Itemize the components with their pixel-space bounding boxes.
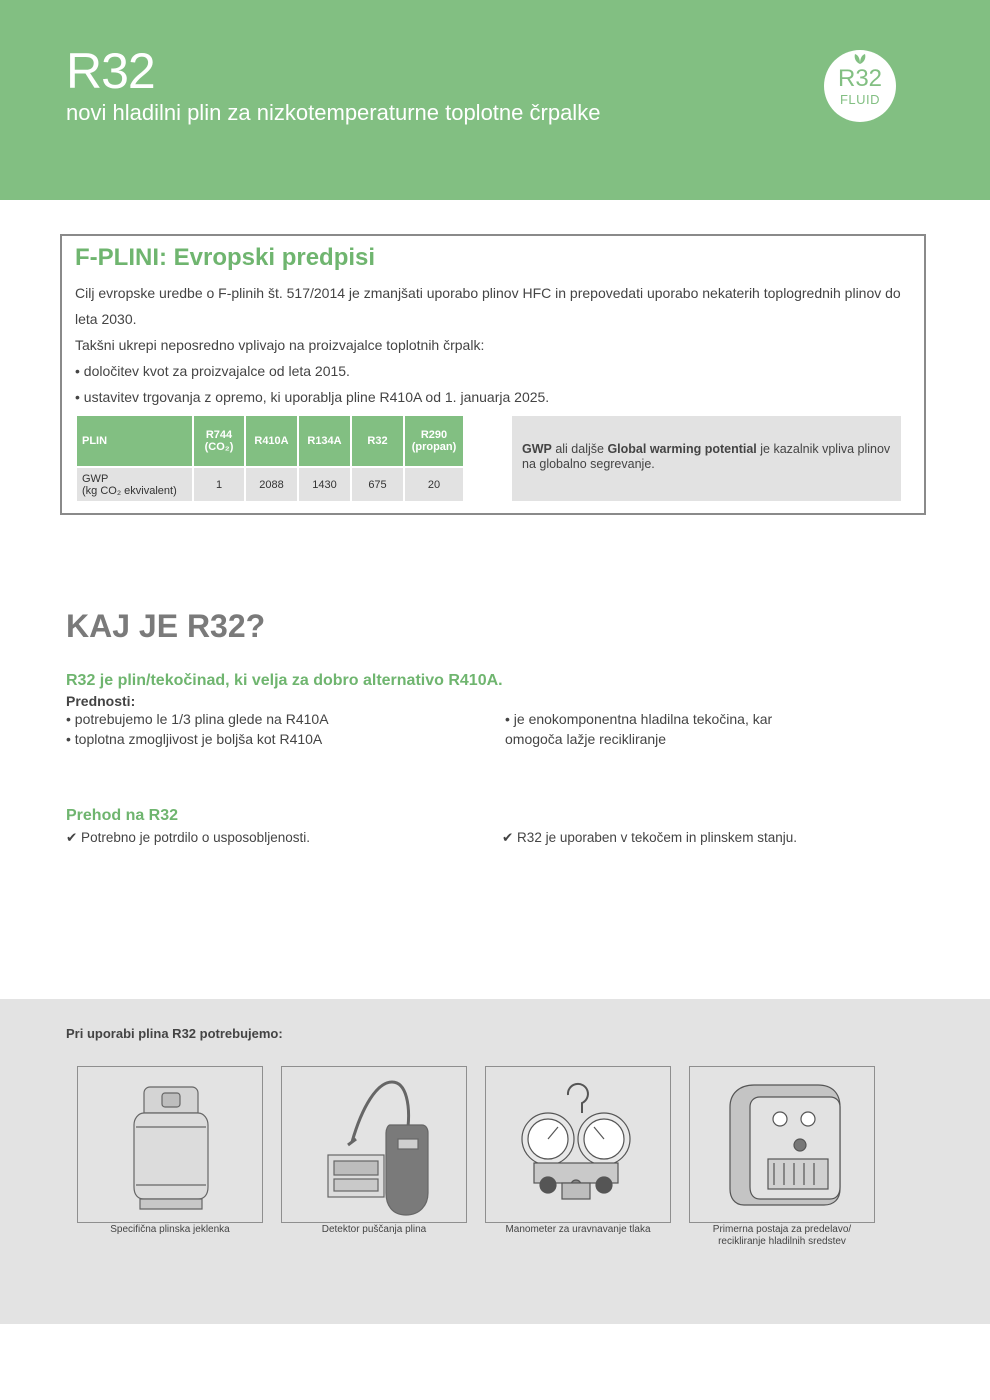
r32-fluid-logo	[824, 50, 896, 122]
gwp-row-label: GWP (kg CO₂ ekvivalent)	[77, 468, 192, 501]
transition-heading: Prehod na R32	[66, 807, 179, 824]
advantages-list-left	[66, 710, 329, 749]
page-title: R32	[66, 43, 155, 99]
advantages-list-right	[505, 710, 772, 749]
transition-item: ✔ Potrebno je potrdilo o usposobljenosti.	[66, 830, 310, 845]
f-gas-regulations-box	[60, 234, 926, 515]
gas-cylinder-icon	[78, 1067, 264, 1224]
r32-alternative-subtitle: R32 je plin/tekočinad, ki velja za dobro alternativo R410A.	[66, 672, 503, 689]
f-gas-paragraph: Cilj evropske uredbe o F-plinih št. 517/2014 je zmanjšati uporabo plinov HFC in prepovedati uporabo nekaterih toplogrednih plinov do leta 2030.	[75, 285, 901, 327]
recovery-station-icon	[690, 1067, 876, 1224]
manifold-gauge-icon	[486, 1067, 672, 1224]
f-gas-bullet: • določitev kvot za proizvajalce od leta 2015.	[75, 363, 350, 379]
gwp-col-r290: R290 (propan)	[405, 416, 463, 468]
tool-card	[281, 1066, 467, 1223]
logo-r32-text: R32	[837, 65, 883, 92]
tools-heading: Pri uporabi plina R32 potrebujemo:	[66, 1026, 283, 1041]
f-gas-line2: Takšni ukrepi neposredno vplivajo na proizvajalce toplotnih črpalk:	[75, 337, 485, 353]
what-is-r32-heading: KAJ JE R32?	[66, 608, 266, 644]
tool-card	[77, 1066, 263, 1223]
list-item: omogoča lažje recikliranje	[505, 730, 667, 747]
gwp-col-r32: R32	[352, 416, 403, 468]
tool-card	[689, 1066, 875, 1223]
list-item: • je enokomponentna hladilna tekočina, kar	[505, 711, 773, 727]
f-gas-text	[75, 280, 920, 410]
gwp-table-corner: PLIN	[77, 416, 192, 468]
header-banner	[0, 0, 990, 200]
list-item: • toplotna zmogljivost je boljša kot R410A	[66, 730, 323, 747]
list-item: • potrebujemo le 1/3 plina glede na R410A	[66, 711, 329, 727]
gwp-table-row	[77, 468, 463, 501]
gwp-definition-note: GWP ali daljše Global warming potential je kazalnik vpliva plinov na globalno segrevanje.	[512, 416, 901, 501]
logo-fluid-text: FLUID	[839, 92, 881, 107]
gwp-table-header-row	[77, 416, 463, 468]
gwp-value: 1	[194, 468, 244, 501]
leak-detector-icon	[282, 1067, 468, 1224]
gwp-value: 1430	[299, 468, 350, 501]
gwp-value: 675	[352, 468, 403, 501]
f-gas-bullet: • ustavitev trgovanja z opremo, ki uporablja pline R410A od 1. januarja 2025.	[75, 389, 550, 405]
gwp-table	[75, 416, 465, 501]
f-gas-heading: F-PLINI: Evropski predpisi	[75, 244, 376, 271]
gwp-col-r744: R744 (CO₂)	[194, 416, 244, 468]
gwp-value: 20	[405, 468, 463, 501]
gwp-col-r410a: R410A	[246, 416, 297, 468]
tool-caption: Manometer za uravnavanje tlaka	[505, 1224, 651, 1235]
gwp-col-r134a: R134A	[299, 416, 350, 468]
tool-caption: Specifična plinska jeklenka	[110, 1224, 230, 1235]
tool-caption: Primerna postaja za predelavo/ recikliranje hladilnih sredstev	[712, 1224, 852, 1247]
leaf-icon	[853, 53, 867, 65]
tool-caption: Detektor puščanja plina	[321, 1224, 427, 1235]
advantages-label: Prednosti:	[66, 693, 136, 709]
tool-card	[485, 1066, 671, 1223]
gwp-value: 2088	[246, 468, 297, 501]
transition-item: ✔ R32 je uporaben v tekočem in plinskem stanju.	[502, 830, 797, 845]
page-subtitle: novi hladilni plin za nizkotemperaturne toplotne črpalke	[66, 100, 601, 125]
